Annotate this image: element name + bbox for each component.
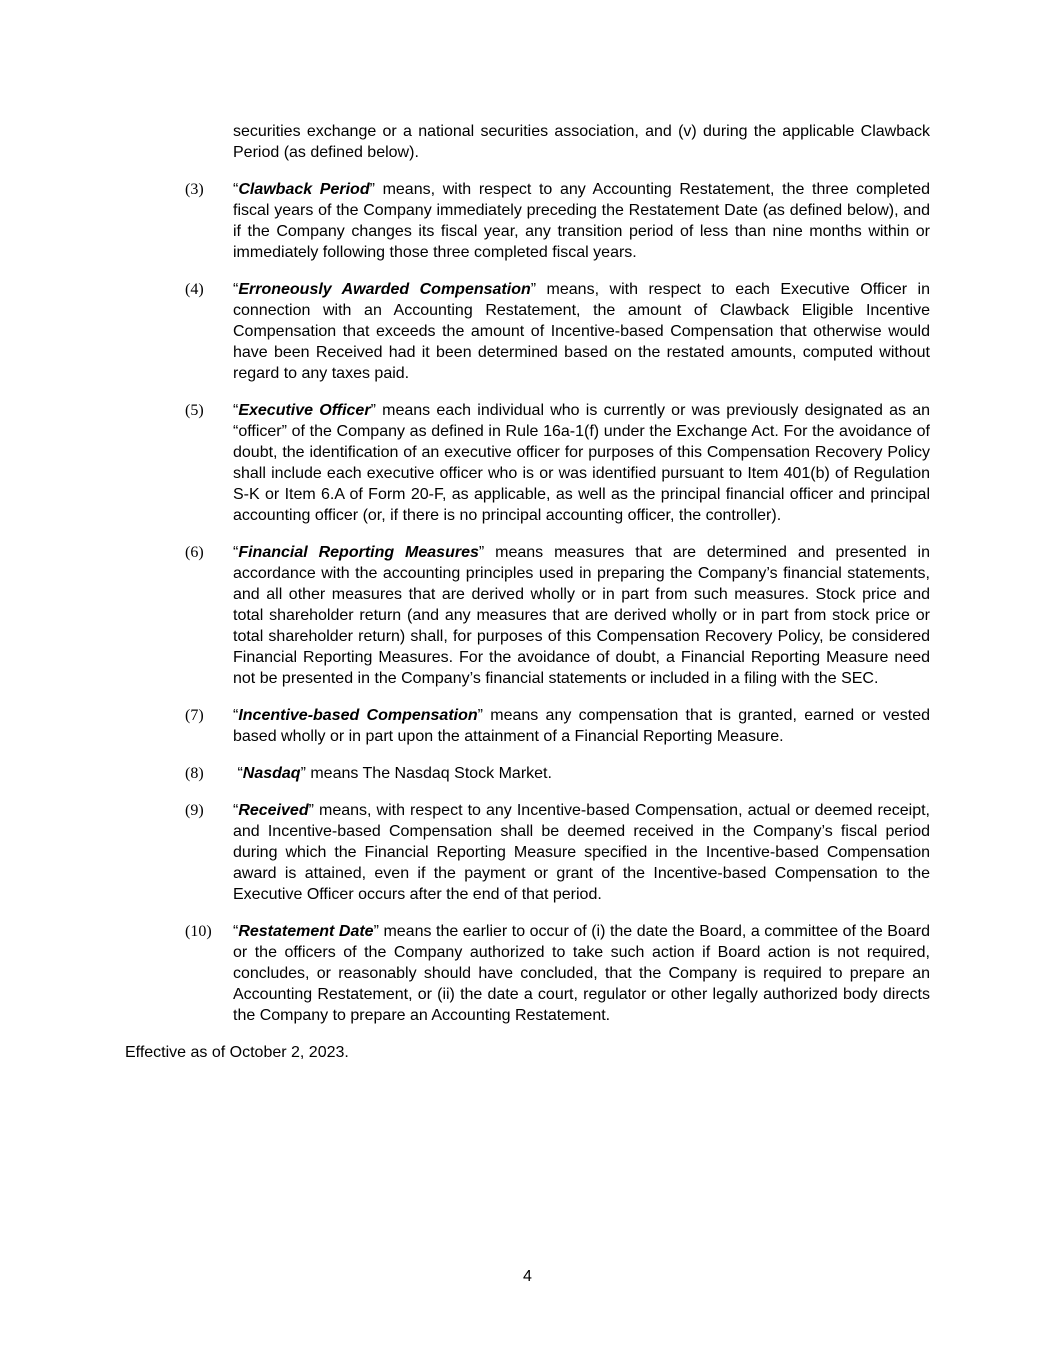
intro-paragraph: securities exchange or a national securities association, and (v) during the applicable Clawback Period (as defined below). — [233, 123, 930, 161]
definition-number: (9) — [185, 802, 204, 819]
definition-number: (7) — [185, 707, 204, 724]
definition-term: Clawback Period — [238, 181, 370, 198]
definition-item — [125, 179, 930, 263]
definition-text: “Restatement Date” means the earlier to occur of (i) the date the Board, a committee of the Board or the officers of the Company authorized to take such action if Board action is not required, concludes, or reasonably should have concluded, that the Company is required to prepare an Accounting Restatement, or (ii) the date a court, regulator or other legally authorized body directs the Company to prepare an Accounting Restatement. — [233, 923, 930, 1024]
definition-number: (8) — [185, 765, 204, 782]
definition-item — [125, 400, 930, 526]
definition-item — [125, 921, 930, 1026]
effective-date-note: Effective as of October 2, 2023. — [125, 1044, 349, 1061]
document-content — [125, 121, 930, 1063]
definition-item — [125, 800, 930, 905]
definition-text: “Incentive-based Compensation” means any compensation that is granted, earned or vested based wholly or in part upon the attainment of a Financial Reporting Measure. — [233, 707, 930, 745]
definition-text: “Received” means, with respect to any Incentive-based Compensation, actual or deemed receipt, and Incentive-based Compensation shall be deemed received in the Company’s fiscal period during which the Financial Reporting Measure specified in the Incentive-based Compensation award is attained, even if the payment or grant of the Incentive-based Compensation to the Executive Officer occurs after the end of that period. — [233, 802, 930, 903]
definition-term: Nasdaq — [242, 765, 301, 782]
definition-item — [125, 705, 930, 747]
definition-number: (5) — [185, 402, 204, 419]
definition-term: Restatement Date — [238, 923, 374, 940]
definition-term: Erroneously Awarded Compensation — [238, 281, 531, 298]
definition-text: “Erroneously Awarded Compensation” means, with respect to each Executive Officer in connection with an Accounting Restatement, the amount of Clawback Eligible Incentive Compensation that exceeds the amount of Incentive-based Compensation that otherwise would have been Received had it been determined based on the restated amounts, computed without regard to any taxes paid. — [233, 281, 931, 382]
definition-item — [125, 763, 930, 784]
definition-item — [125, 542, 930, 689]
definition-text: “Clawback Period” means, with respect to any Accounting Restatement, the three completed fiscal years of the Company immediately preceding the Restatement Date (as defined below), and if the Company changes its fiscal year, any transition period of less than nine months within or immediately following those three completed fiscal years. — [233, 181, 931, 261]
definition-term: Incentive-based Compensation — [238, 707, 478, 724]
definition-number: (4) — [185, 281, 204, 298]
definition-item — [125, 279, 930, 384]
definition-number: (3) — [185, 181, 204, 198]
definition-number: (6) — [185, 544, 204, 561]
definitions-list — [125, 179, 930, 1026]
definition-text: “Executive Officer” means each individual who is currently or was previously designated as an “officer” of the Company as defined in Rule 16a-1(f) under the Exchange Act. For the avoidance of doubt, the identification of an executive officer for purposes of this Compensation Recovery Policy shall include each executive officer who is or was identified pursuant to Item 401(b) of Regulation S-K or Item 6.A of Form 20-F, as applicable, as well as the principal financial officer and principal accounting officer (or, if there is no principal accounting officer, the controller). — [233, 402, 931, 524]
definition-term: Executive Officer — [238, 402, 371, 419]
definition-text: “Financial Reporting Measures” means measures that are determined and presented in accordance with the accounting principles used in preparing the Company’s financial statements, and all other measures that are derived wholly or in part from such measures. Stock price and total shareholder return (and any measures that are derived wholly or in part from stock price or total shareholder return) shall, for purposes of this Compensation Recovery Policy, be considered Financial Reporting Measures. For the avoidance of doubt, a Financial Reporting Measure need not be presented in the Company’s financial statements or included in a filing with the SEC. — [233, 544, 931, 687]
page-number: 4 — [523, 1268, 532, 1285]
definition-term: Financial Reporting Measures — [238, 544, 479, 561]
definition-term: Received — [238, 802, 309, 819]
definition-text: “Nasdaq” means The Nasdaq Stock Market. — [233, 765, 552, 782]
definition-number: (10) — [185, 923, 212, 940]
